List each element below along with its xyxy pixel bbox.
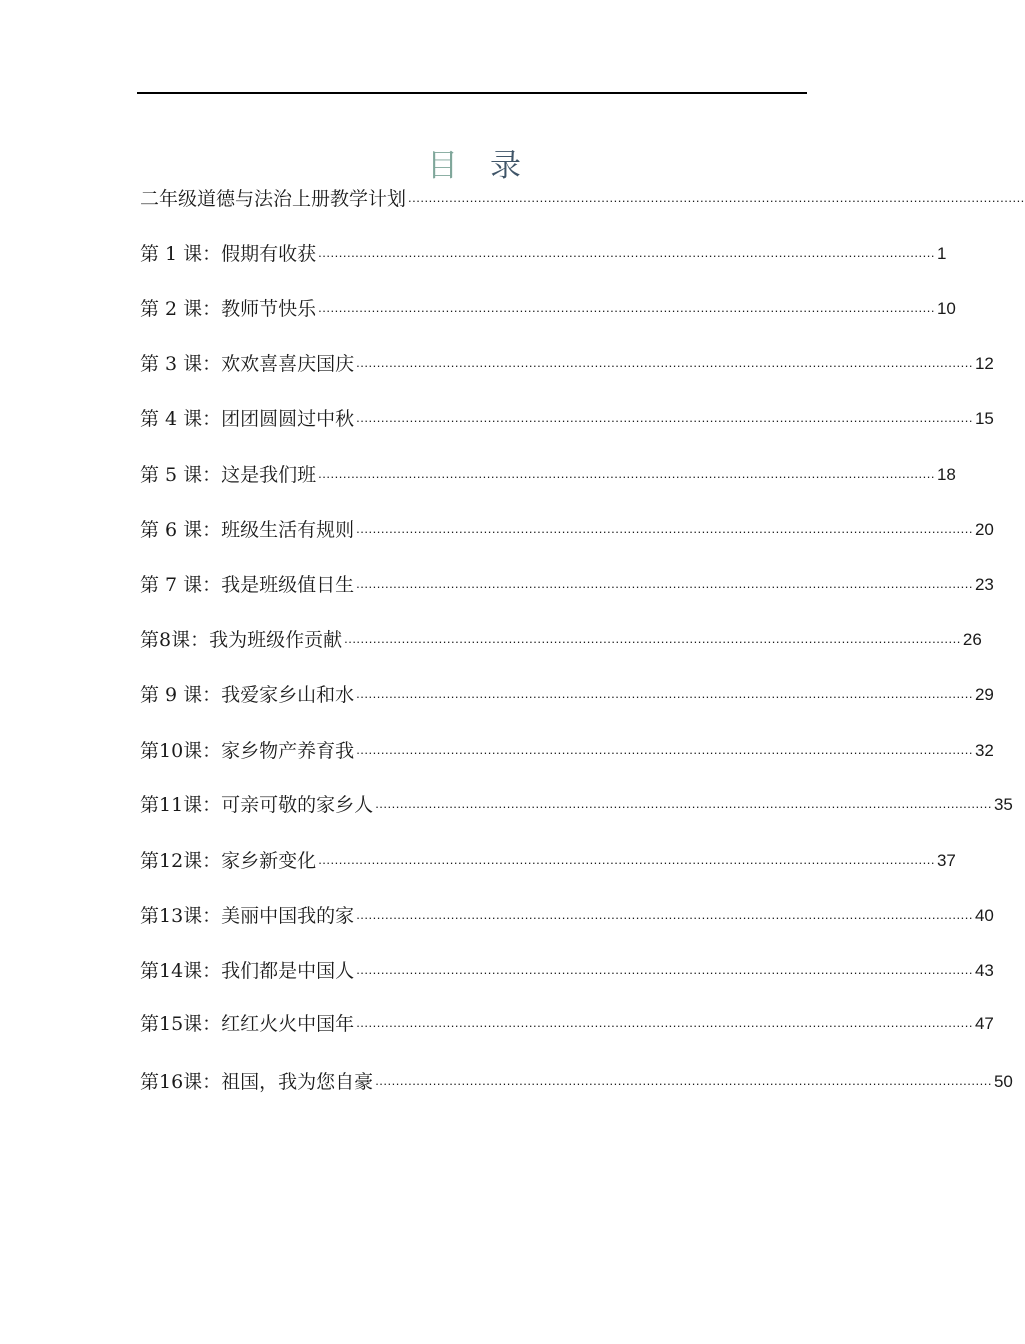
toc-leader-dots: ......................................................................................................................................................	[356, 1015, 973, 1030]
toc-entry-lesson-8[interactable]	[140, 627, 982, 653]
toc-entry-label: 第 9 课：我爱家乡山和水	[140, 684, 355, 706]
toc-leader-dots: ......................................................................................................................................................	[318, 300, 935, 315]
toc-entry-lesson-14[interactable]	[140, 958, 994, 984]
toc-entry-lesson-5[interactable]	[140, 462, 956, 488]
toc-entry-page: 10	[936, 299, 956, 318]
toc-entry-page: 35	[993, 795, 1013, 814]
header-rule	[137, 92, 807, 94]
toc-leader-dots: ......................................................................................................................................................	[356, 742, 973, 757]
title-char-1: 目	[427, 148, 460, 184]
toc-entry-label: 第 1 课：假期有收获	[140, 243, 317, 265]
toc-entry-lesson-7[interactable]	[140, 572, 994, 598]
toc-entry-label: 第13课：美丽中国我的家	[140, 905, 355, 927]
toc-leader-dots: ......................................................................................................................................................	[344, 631, 961, 646]
toc-entry-page: 50	[993, 1072, 1013, 1091]
toc-leader-dots: ......................................................................................................................................................	[356, 576, 973, 591]
toc-entry-label: 第 4 课：团团圆圆过中秋	[140, 408, 355, 430]
toc-entry-page: 40	[974, 906, 994, 925]
toc-entry-label: 第14课：我们都是中国人	[140, 960, 355, 982]
toc-entry-lesson-3[interactable]	[140, 351, 994, 377]
toc-entry-page: 12	[974, 354, 994, 373]
toc-entry-label: 第 6 课：班级生活有规则	[140, 519, 355, 541]
toc-leader-dots: ......................................................................................................................................................	[356, 907, 973, 922]
toc-entry-label: 二年级道德与法治上册教学计划	[140, 188, 407, 210]
toc-entry-lesson-9[interactable]	[140, 682, 994, 708]
toc-leader-dots: ......................................................................................................................................................	[375, 796, 992, 811]
toc-entry-page: 15	[974, 409, 994, 428]
toc-leader-dots: ......................................................................................................................................................	[356, 410, 973, 425]
toc-entry-lesson-10[interactable]	[140, 738, 994, 764]
toc-entry-label: 第11课：可亲可敬的家乡人	[140, 794, 374, 816]
toc-entry-lesson-16[interactable]	[140, 1069, 1013, 1095]
toc-entry-label: 第10课：家乡物产养育我	[140, 740, 355, 762]
toc-leader-dots: ......................................................................................................................................................	[356, 686, 973, 701]
toc-entry-page: 43	[974, 961, 994, 980]
toc-entry-label: 第16课：祖国，我为您自豪	[140, 1071, 374, 1093]
toc-entry-label: 第8课：我为班级作贡献	[140, 629, 343, 651]
toc-leader-dots: ......................................................................................................................................................	[356, 962, 973, 977]
toc-leader-dots: ......................................................................................................................................................	[318, 852, 935, 867]
toc-entry-label: 第15课：红红火火中国年	[140, 1013, 355, 1035]
toc-entry-lesson-2[interactable]	[140, 296, 956, 322]
toc-entry-page: 29	[974, 685, 994, 704]
toc-entry-page: 23	[974, 575, 994, 594]
toc-leader-dots: ......................................................................................................................................................	[318, 466, 935, 481]
toc-entry-page: 37	[936, 851, 956, 870]
toc-entry-page: 47	[974, 1014, 994, 1033]
toc-entry-label: 第 2 课：教师节快乐	[140, 298, 317, 320]
toc-leader-dots: ......................................................................................................................................................	[375, 1073, 992, 1088]
toc-entry-label: 第 7 课：我是班级值日生	[140, 574, 355, 596]
toc-entry-lesson-13[interactable]	[140, 903, 994, 929]
toc-entry-page: 32	[974, 741, 994, 760]
toc-entry-lesson-4[interactable]	[140, 406, 994, 432]
toc-leader-dots: ......................................................................................................................................................	[356, 355, 973, 370]
toc-entry-page: 20	[974, 520, 994, 539]
toc-leader-dots: ......................................................................................................................................................	[408, 190, 1025, 205]
toc-entry-plan[interactable]	[140, 186, 1025, 212]
toc-entry-lesson-12[interactable]	[140, 848, 956, 874]
toc-leader-dots: ......................................................................................................................................................	[318, 245, 935, 260]
toc-entry-label: 第 3 课：欢欢喜喜庆国庆	[140, 353, 355, 375]
toc-entry-page: 1	[936, 244, 947, 263]
toc-entry-lesson-11[interactable]	[140, 792, 1013, 818]
toc-entry-page: 18	[936, 465, 956, 484]
page-title	[0, 140, 950, 185]
toc-entry-label: 第12课：家乡新变化	[140, 850, 317, 872]
toc-entry-lesson-6[interactable]	[140, 517, 994, 543]
toc-entry-lesson-15[interactable]	[140, 1011, 994, 1037]
title-char-2: 录	[490, 148, 523, 184]
toc-entry-label: 第 5 课：这是我们班	[140, 464, 317, 486]
toc-leader-dots: ......................................................................................................................................................	[356, 521, 973, 536]
toc-entry-lesson-1[interactable]	[140, 241, 947, 267]
toc-entry-page: 26	[962, 630, 982, 649]
